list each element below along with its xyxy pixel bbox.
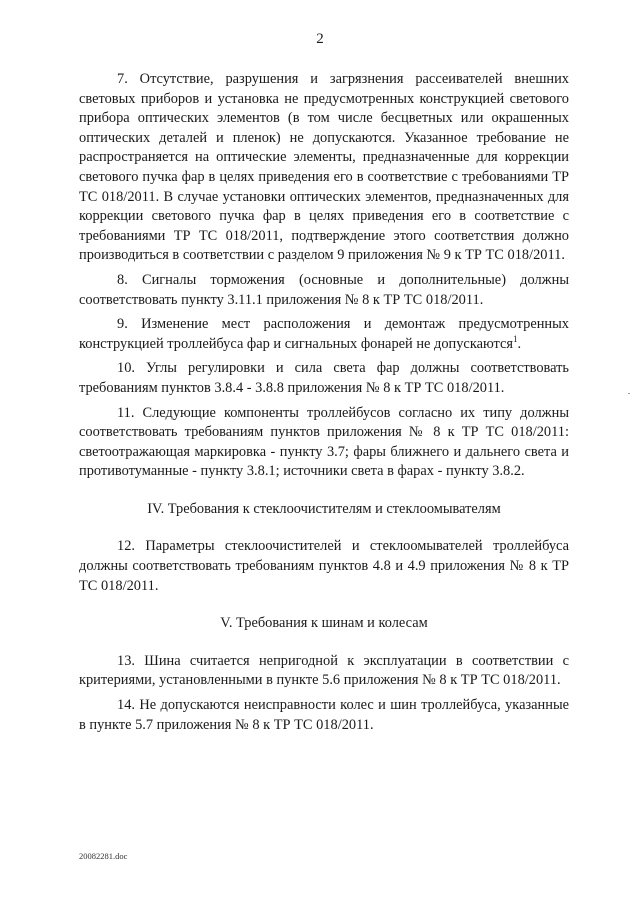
section-heading-iv: IV. Требования к стеклоочистителям и стеклоомывателям bbox=[147, 500, 501, 517]
paragraph-12: 12. Параметры стеклоочистителей и стеклоомывателей троллейбуса должны соответствовать требованиям пунктов 4.8 и 4.9 приложения № 8 к ТР ТС 018/2011. bbox=[79, 538, 569, 594]
paragraph-7: 7. Отсутствие, разрушения и загрязнения рассеивателей внешних световых приборов и установка не предусмотренных конструкцией светового прибора оптических элементов (в том числе бесцветных или окрашенных оптических деталей и пленок) не допускаются. Указанное требование не распространяется на оптические элементы, предназначенные для коррекции светового пучка фар в целях приведения его в соответствие с требованиями ТР ТС 018/2011. В случае установки оптических элементов, предназначенных для коррекции светового пучка фар в целях приведения его в соответствие с требованиями ТР ТС 018/2011, подтверждение этого соответствия должно производиться в соответствии с разделом 9 приложения № 9 к ТР ТС 018/2011. bbox=[79, 71, 569, 264]
paragraph-9 bbox=[79, 315, 569, 354]
document-body bbox=[79, 70, 569, 740]
scan-artifact bbox=[628, 393, 630, 394]
paragraph-9-tail: . bbox=[517, 335, 522, 352]
section-heading-v: V. Требования к шинам и колесам bbox=[220, 615, 428, 632]
paragraph-8: 8. Сигналы торможения (основные и дополнительные) должны соответствовать пункту 3.11.1 приложения № 8 к ТР ТС 018/2011. bbox=[79, 271, 569, 308]
paragraph-13: 13. Шина считается непригодной к эксплуатации в соответствии с критериями, установленными в пункте 5.6 приложения № 8 к ТР ТС 018/2011. bbox=[79, 652, 569, 689]
paragraph-9-text: 9. Изменение мест расположения и демонтаж предусмотренных конструкцией троллейбуса фар и сигнальных фонарей не допускаются bbox=[79, 316, 569, 352]
paragraph-11: 11. Следующие компоненты троллейбусов согласно их типу должны соответствовать требованиям пунктов приложения № 8 к ТР ТС 018/2011: светоотражающая маркировка - пункту 3.7; фары ближнего и дальнего света и противотуманные - пункту 3.8.1; источники света в фарах - пункту 3.8.2. bbox=[79, 404, 569, 480]
footer-filename: 20082281.doc bbox=[79, 851, 128, 861]
footnote-marker[interactable]: 1 bbox=[513, 333, 518, 344]
paragraph-14: 14. Не допускаются неисправности колес и шин троллейбуса, указанные в пункте 5.7 приложения № 8 к ТР ТС 018/2011. bbox=[79, 697, 569, 733]
paragraph-10: 10. Углы регулировки и сила света фар должны соответствовать требованиям пунктов 3.8.4 - 3.8.8 приложения № 8 к ТР ТС 018/2011. bbox=[79, 360, 569, 396]
page-number: 2 bbox=[316, 31, 324, 47]
